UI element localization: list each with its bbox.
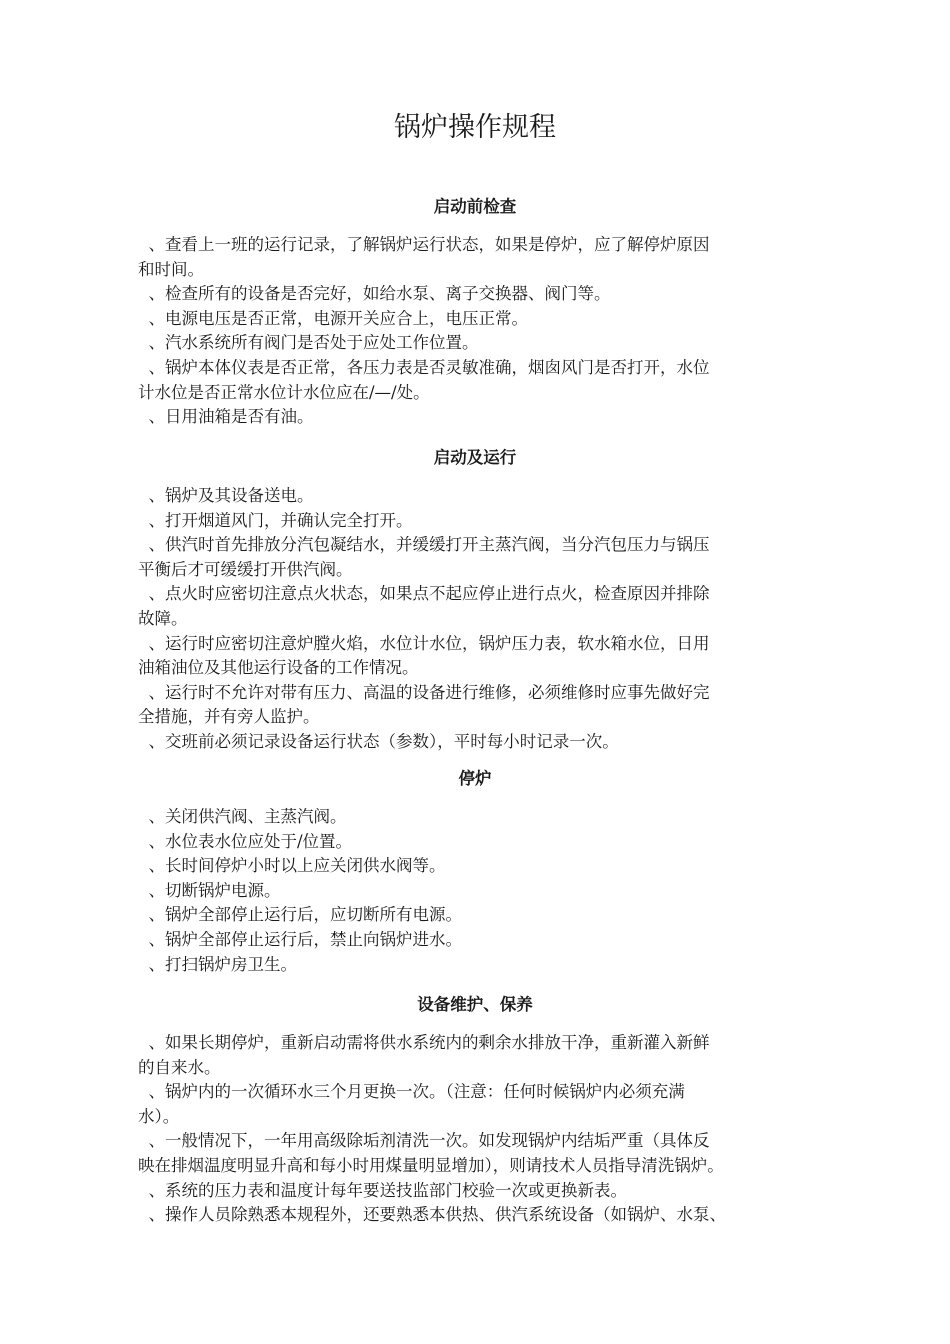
document-title: 锅炉操作规程 [394,112,556,143]
list-item: 、检查所有的设备是否完好，如给水泵、离子交换器、阀门等。 [138,284,611,304]
section-heading: 启动前检查 [433,197,517,216]
list-item: 、如果长期停炉，重新启动需将供水系统内的剩余水排放干净，重新灌入新鲜 的自来水。 [138,1033,710,1077]
list-item: 、汽水系统所有阀门是否处于应处工作位置。 [138,333,479,353]
list-item: 、交班前必须记录设备运行状态（参数），平时每小时记录一次。 [138,731,619,751]
list-item: 、关闭供汽阀、主蒸汽阀。 [138,807,347,826]
item-list [138,484,818,755]
section-maintenance [138,993,818,1228]
list-item: 、锅炉全部停止运行后，应切断所有电源。 [138,905,462,925]
list-item: 、查看上一班的运行记录，了解锅炉运行状态，如果是停炉，应了解停炉原因 和时间。 [138,235,710,279]
item-list [138,1031,818,1228]
list-item: 、锅炉内的一次循环水三个月更换一次。（注意：任何时候锅炉内必须充满 水）。 [138,1082,685,1126]
section-pre-start-check [138,195,818,430]
list-item: 、锅炉本体仪表是否正常，各压力表是否灵敏准确，烟囱风门是否打开，水位 计水位是否正常水位计水位应在/—/处。 [138,357,710,402]
list-item: 、锅炉全部停止运行后，禁止向锅炉进水。 [138,929,462,949]
section-heading: 设备维护、保养 [417,995,533,1014]
list-item: 、一般情况下，一年用高级除垢剂清洗一次。如发现锅炉内结垢严重（具体反 映在排烟温度明显升高和每小时用煤量明显增加），则请技术人员指导清洗锅炉。 [138,1131,724,1175]
list-item: 、锅炉及其设备送电。 [138,486,314,505]
list-item: 、电源电压是否正常，电源开关应合上，电压正常。 [138,308,528,328]
item-list [138,805,818,977]
list-item: 、操作人员除熟悉本规程外，还要熟悉本供热、供汽系统设备（如锅炉、水泵、 [138,1205,726,1225]
list-item: 、日用油箱是否有油。 [138,407,314,427]
item-list [138,233,818,430]
list-item: 、水位表水位应处于/位置。 [138,831,353,851]
list-item: 、切断锅炉电源。 [138,880,281,900]
list-item: 、系统的压力表和温度计每年要送技监部门校验一次或更换新表。 [138,1180,627,1200]
section-shutdown [138,767,818,977]
section-start-and-operation [138,446,818,755]
list-item: 、打扫锅炉房卫生。 [138,954,297,974]
list-item: 、运行时不允许对带有压力、高温的设备进行维修，必须维修时应事先做好完 全措施，并有旁人监护。 [138,682,710,727]
list-item: 、点火时应密切注意点火状态，如果点不起应停止进行点火，检查原因并排除 故障。 [138,584,710,628]
section-heading: 启动及运行 [433,448,517,467]
list-item: 、打开烟道风门，并确认完全打开。 [138,510,413,530]
list-item: 、供汽时首先排放分汽包凝结水，并缓缓打开主蒸汽阀，当分汽包压力与锅压 平衡后才可缓缓打开供汽阀。 [138,535,710,579]
section-heading: 停炉 [458,769,492,788]
list-item: 、长时间停炉小时以上应关闭供水阀等。 [138,856,446,876]
list-item: 、运行时应密切注意炉膛火焰，水位计水位，锅炉压力表，软水箱水位，日用 油箱油位及其他运行设备的工作情况。 [138,633,710,678]
